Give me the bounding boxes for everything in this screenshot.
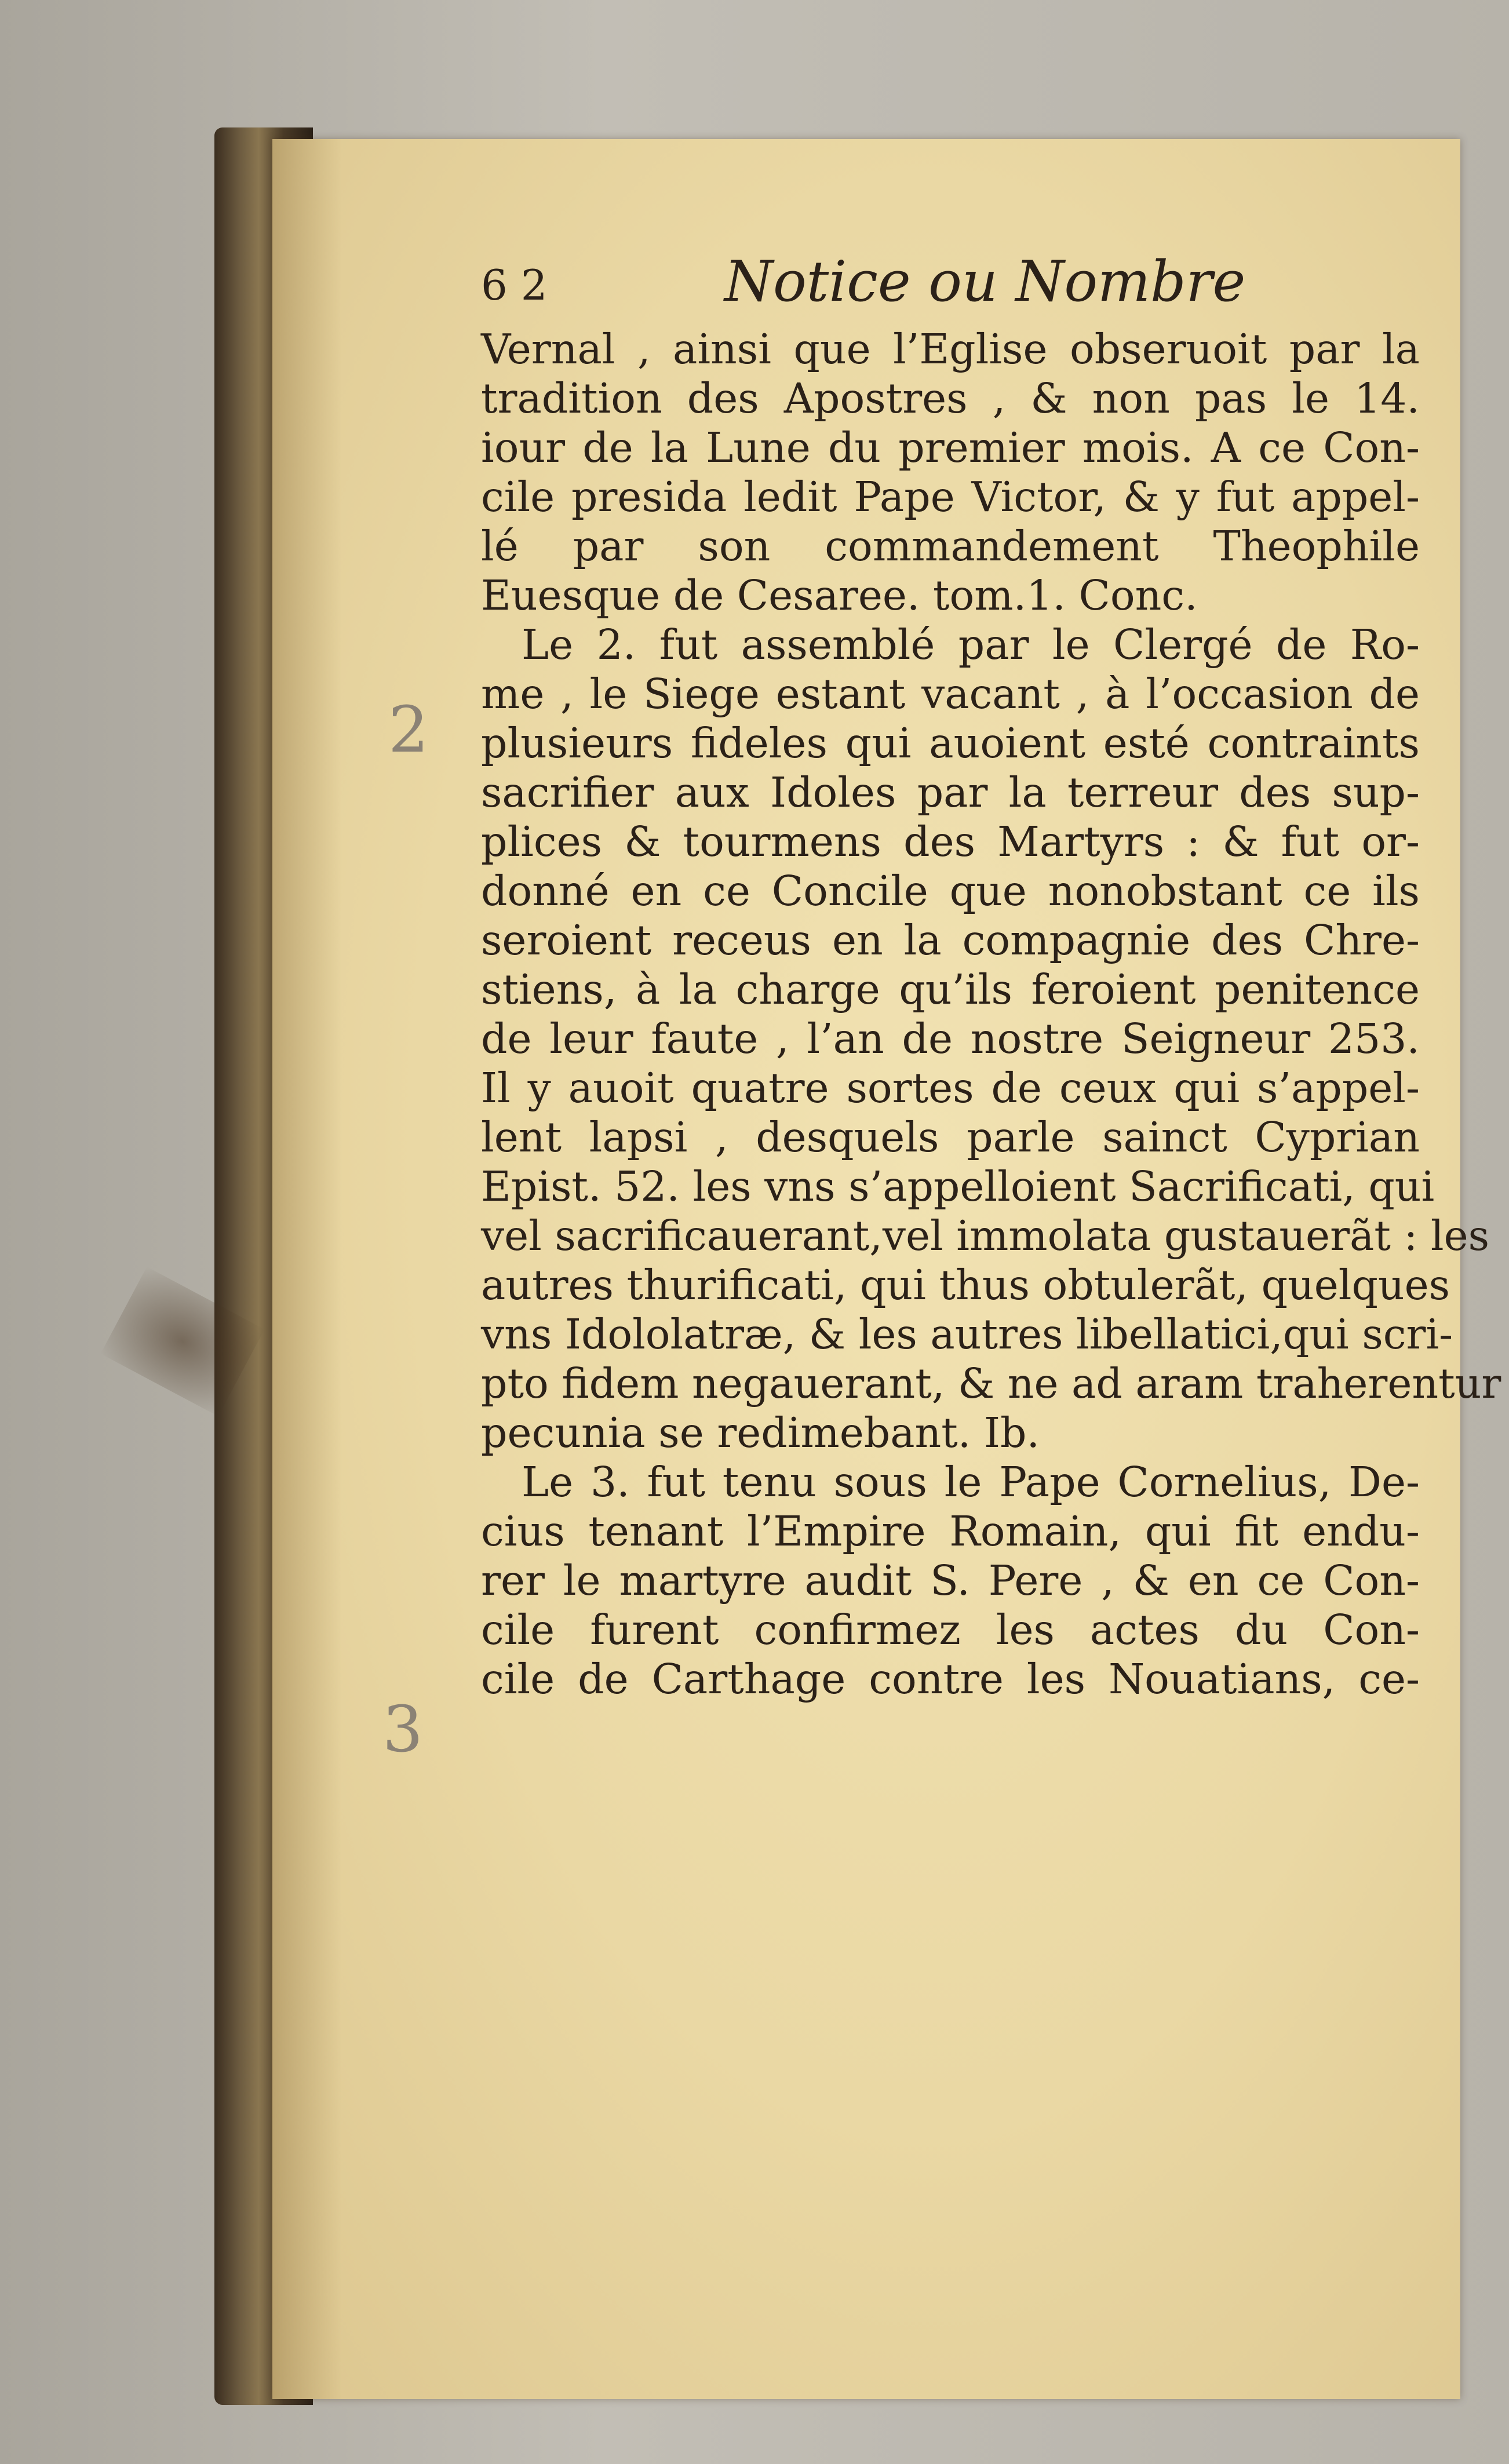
text-line: tradition des Apostres , & non pas le 14. [481,374,1420,422]
text-line: pto fidem negauerant, & ne ad aram traherentur [481,1359,1501,1408]
text-line: rer le martyre audit S. Pere , & en ce Con- [481,1557,1420,1605]
text-line: plices & tourmens des Martyrs : & fut or- [481,818,1420,866]
margin-mark-2: 2 [388,692,429,767]
text-line: pecunia se redimebant. Ib. [481,1409,1040,1457]
margin-mark-3: 3 [382,1692,423,1766]
text-line: donné en ce Concile que nonobstant ce ils [481,867,1420,915]
text-line: lé par son commandement Theophile [481,522,1420,570]
text-line: cile furent confirmez les actes du Con- [481,1606,1420,1654]
body-text [481,325,1501,1704]
text-line: Euesque de Cesaree. tom.1. Conc. [481,571,1198,619]
text-line: sacrifier aux Idoles par la terreur des sup- [481,768,1420,817]
text-line: cile presida ledit Pape Victor, & y fut appel- [481,473,1420,521]
text-line: lent lapsi , desquels parle sainct Cyprian [481,1113,1420,1161]
text-line: de leur faute , l’an de nostre Seigneur 253. [481,1015,1420,1063]
running-head: Notice ou Nombre [724,249,1246,314]
text-line: iour de la Lune du premier mois. A ce Con- [481,424,1420,472]
text-line: plusieurs fideles qui auoient esté contraints [481,719,1420,767]
gutter-shadow [272,139,342,2399]
text-line: autres thurificati, qui thus obtulerãt, quelques [481,1261,1450,1309]
text-line: vel sacrificauerant,vel immolata gustauerãt : les [481,1212,1490,1260]
text-line: cile de Carthage contre les Nouatians, ce- [481,1655,1420,1703]
text-line: Vernal , ainsi que l’Eglise obseruoit par la [481,325,1420,373]
text-line: vns Idololatræ, & les autres libellatici,qui scri- [481,1310,1453,1358]
text-line: Le 2. fut assemblé par le Clergé de Ro- [522,621,1420,669]
text-line: me , le Siege estant vacant , à l’occasion de [481,670,1420,718]
text-line: stiens, à la charge qu’ils feroient penitence [481,965,1420,1014]
text-line: Le 3. fut tenu sous le Pape Cornelius, De- [522,1458,1420,1506]
page-number: 6 2 [481,261,548,309]
text-line: Il y auoit quatre sortes de ceux qui s’appel- [481,1064,1420,1112]
text-line: Epist. 52. les vns s’appelloient Sacrificati, qui [481,1162,1435,1211]
text-line: cius tenant l’Empire Romain, qui fit endu- [481,1507,1420,1555]
text-line: seroient receus en la compagnie des Chre- [481,916,1420,964]
page-header [481,243,1408,330]
